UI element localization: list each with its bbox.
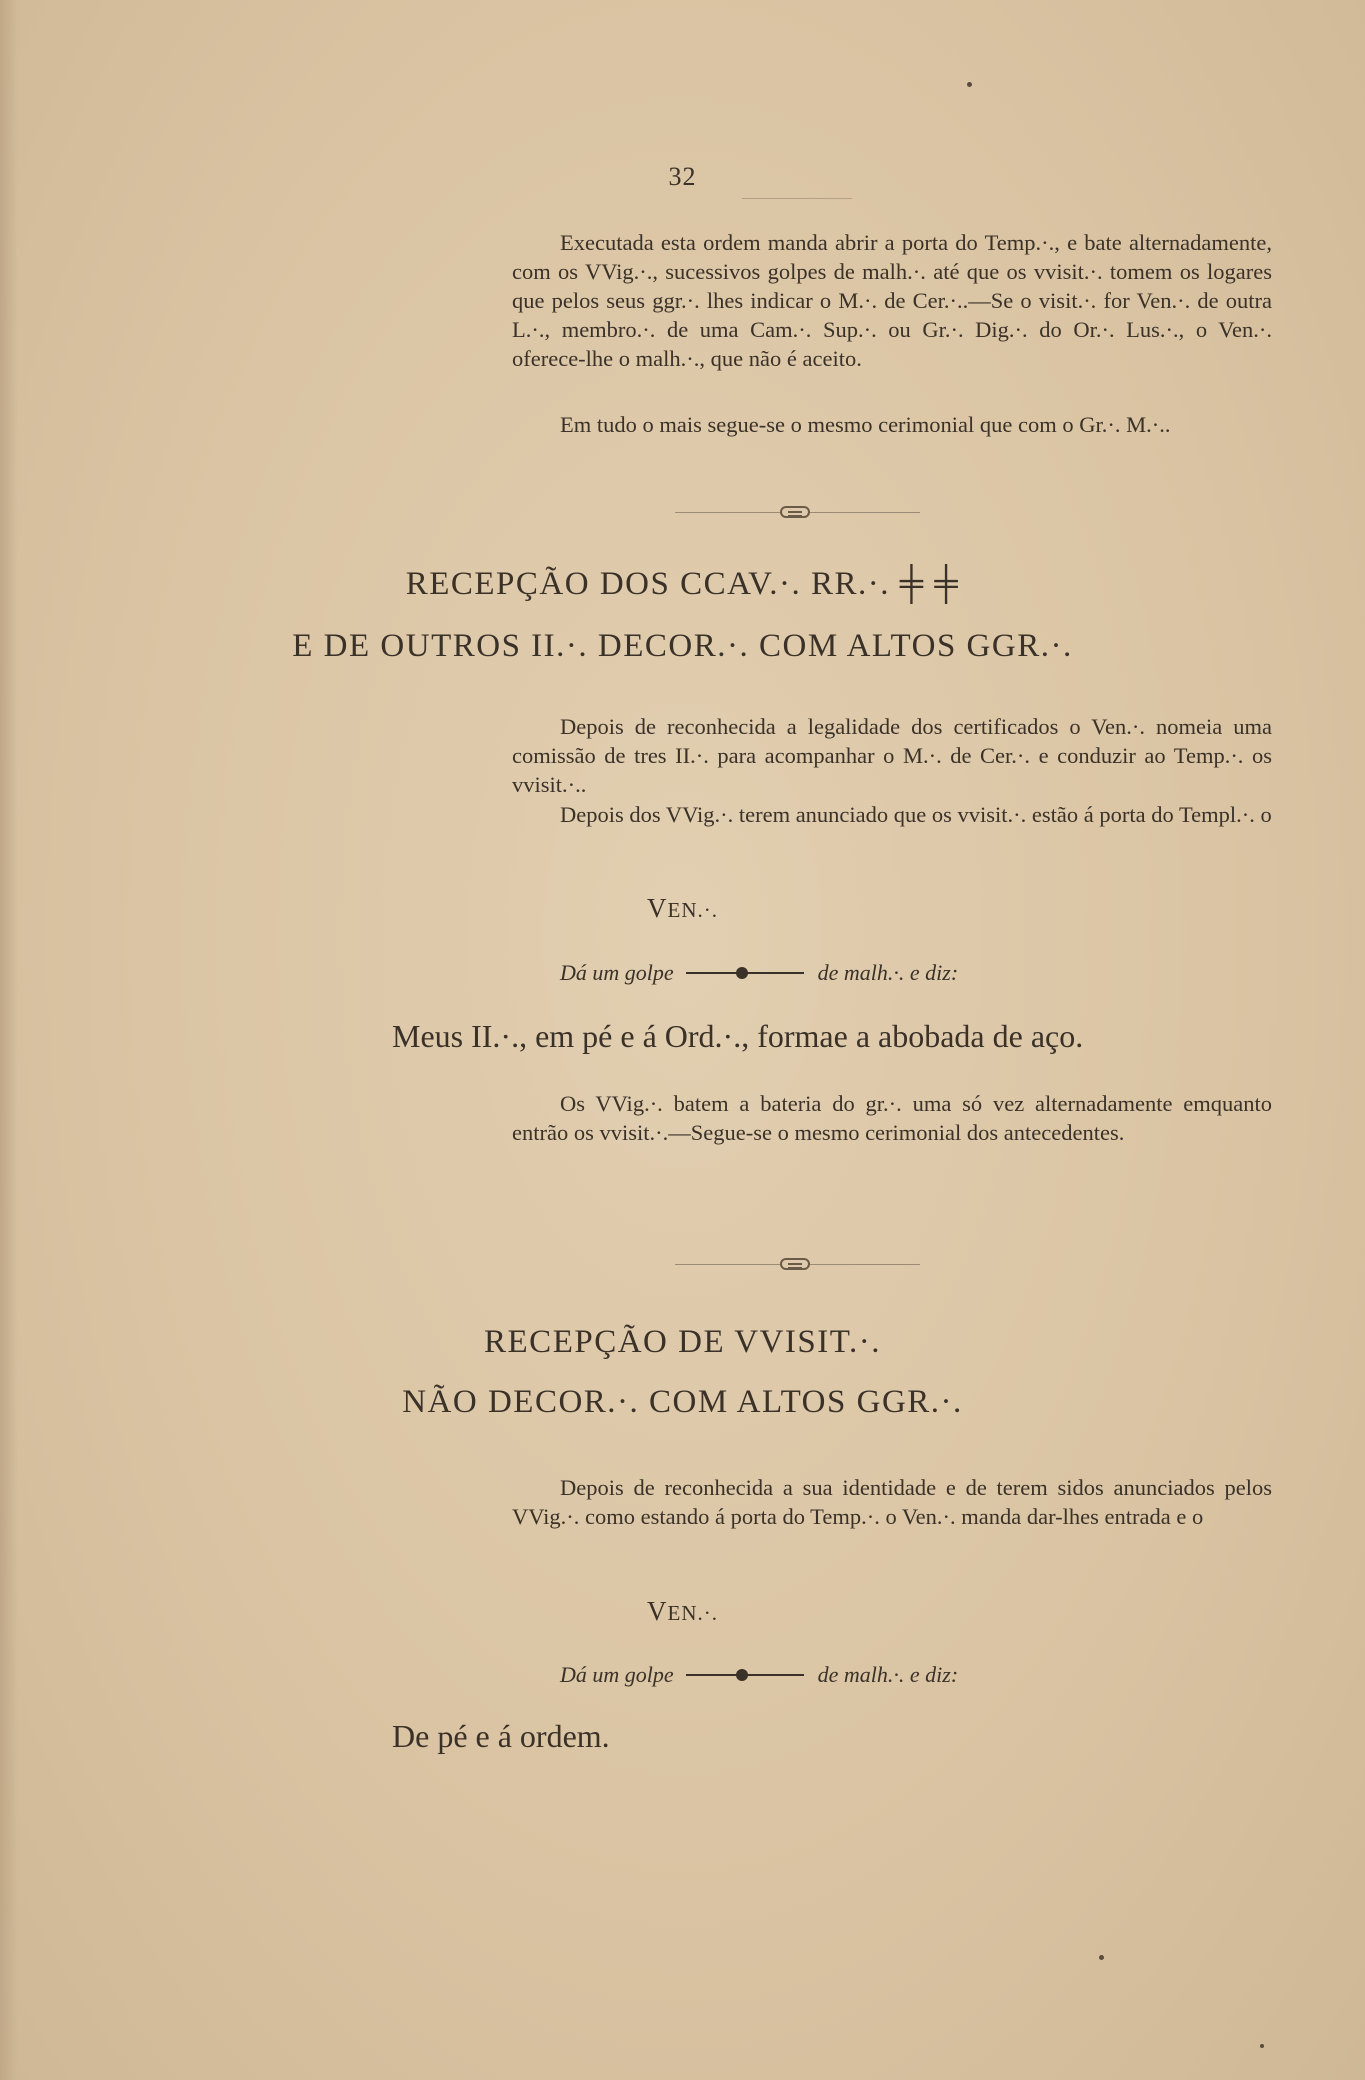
- section-1-heading-line-2: E DE OUTROS II.·. DECOR.·. COM ALTOS GGR.·.: [292, 628, 1073, 664]
- section-2-heading-line-1: RECEPÇÃO DE VVISIT.·.: [484, 1324, 881, 1360]
- section-1-paragraph-1: Depois de reconhecida a legalidade dos certificados o Ven.·. nomeia uma comissão de tres II.·. para acompanhar o M.·. de Cer.·. e conduzir ao Temp.·. os vvisit.·..: [512, 714, 1272, 797]
- speaker-rest: EN.·.: [667, 1601, 718, 1625]
- speaker-rest: EN.·.: [667, 898, 718, 922]
- section-1-paragraph-3: Os VVig.·. batem a bateria do gr.·. uma só vez alternadamente emquanto entrão os vvisit.·.—Segue-se o mesmo cerimonial dos antecedentes.: [512, 1091, 1272, 1145]
- direction-before: Dá um golpe: [560, 960, 674, 985]
- paper-speck: [1260, 2044, 1264, 2048]
- speaker-initial: V: [647, 893, 668, 923]
- page-number-rule: [742, 198, 852, 199]
- paper-speck: [1099, 1955, 1104, 1960]
- knot-ornament-icon: [780, 506, 810, 518]
- speaker-initial: V: [647, 1596, 668, 1626]
- page-number: 32: [668, 162, 697, 191]
- knot-ornament-icon: [780, 1258, 810, 1270]
- section-2-paragraph-1: Depois de reconhecida a sua identidade e de terem sidos anunciados pelos VVig.·. como estando á porta do Temp.·. o Ven.·. manda dar-lhes entrada e o: [512, 1475, 1272, 1529]
- direction-after: de malh.·. e diz:: [817, 1662, 959, 1687]
- section-1-heading-line-1: RECEPÇÃO DOS CCAV.·. RR.·. ╪ ╪: [405, 566, 960, 602]
- gavel-blow-icon: [686, 972, 804, 974]
- section-1-stage-direction: [560, 960, 1120, 986]
- section-2-stage-direction: [560, 1662, 1120, 1688]
- paper-speck: [967, 82, 972, 87]
- direction-after: de malh.·. e diz:: [817, 960, 959, 985]
- ornamental-divider: [0, 503, 1365, 523]
- section-2-heading-line-2: NÃO DECOR.·. COM ALTOS GGR.·.: [402, 1384, 963, 1420]
- gavel-blow-icon: [686, 1674, 804, 1676]
- section-2-speech: De pé e á ordem.: [392, 1718, 610, 1754]
- intro-paragraph-1: Executada esta ordem manda abrir a porta do Temp.·., e bate alternadamente, com os VVig.·., sucessivos golpes de malh.·. até que os vvisit.·. tomem os logares que pelos seus ggr.·. lhes indicar o M.·. de Cer.·..—Se o visit.·. for Ven.·. de outra L.·., membro.·. de uma Cam.·. Sup.·. ou Gr.·. Dig.·. do Or.·. Lus.·., o Ven.·. oferece-lhe o malh.·., que não é aceito.: [512, 230, 1272, 371]
- ornamental-divider-2: [0, 1255, 1365, 1275]
- section-1-paragraph-2: Depois dos VVig.·. terem anunciado que os vvisit.·. estão á porta do Templ.·. o: [560, 802, 1272, 827]
- section-1-speech: Meus II.·., em pé e á Ord.·., formae a abobada de aço.: [392, 1018, 1084, 1054]
- section-2-speaker: [0, 1596, 1365, 1627]
- page-edge-shadow: [0, 0, 18, 2080]
- direction-before: Dá um golpe: [560, 1662, 674, 1687]
- intro-paragraph-2: Em tudo o mais segue-se o mesmo cerimonial que com o Gr.·. M.·..: [560, 412, 1171, 437]
- section-1-speaker: [0, 893, 1365, 924]
